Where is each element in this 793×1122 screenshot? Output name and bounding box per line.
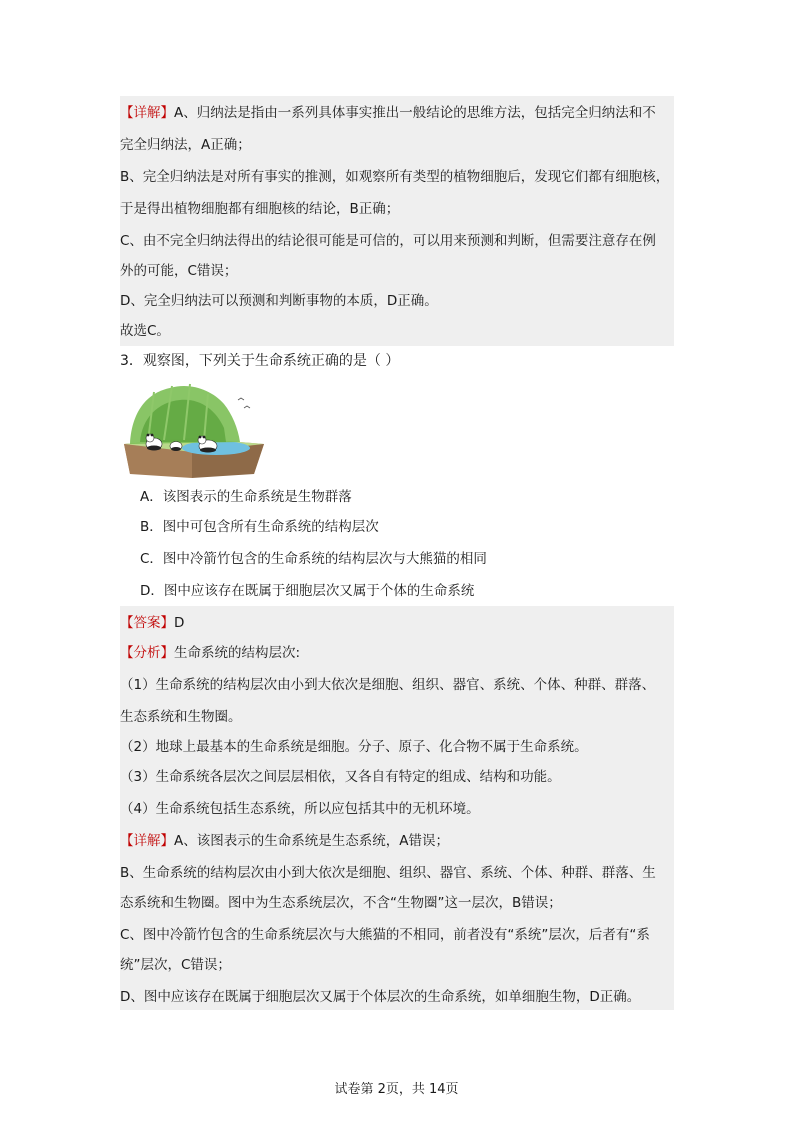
xiangjie-line-4: 于是得出植物细胞都有细胞核的结论，B正确； bbox=[120, 201, 400, 217]
analysis-tag: 【分析】 bbox=[120, 645, 174, 661]
analysis-line-3: （2）地球上最基本的生命系统是细胞。分子、原子、化合物不属于生命系统。 bbox=[120, 739, 588, 755]
xiangjie2-line-2: B、生命系统的结构层次由小到大依次是细胞、组织、器官、系统、个体、种群、群落、生 bbox=[120, 865, 656, 881]
xiangjie2-line-5: 统”层次，C错误； bbox=[120, 957, 231, 973]
xiangjie-line-5: C、由不完全归纳法得出的结论很可能是可信的，可以用来预测和判断，但需要注意存在例 bbox=[120, 233, 656, 249]
xiangjie2-line-3: 态系统和生物圈。图中为生态系统层次，不含“生物圈”这一层次，B错误； bbox=[120, 895, 562, 911]
question-stem: 3．观察图，下列关于生命系统正确的是（ ） bbox=[120, 353, 400, 369]
xiangjie-line-6: 外的可能，C错误； bbox=[120, 263, 238, 279]
xiangjie2-tag: 【详解】 bbox=[120, 833, 174, 849]
xiangjie2-line-6: D、图中应该存在既属于细胞层次又属于个体层次的生命系统，如单细胞生物，D正确。 bbox=[120, 989, 641, 1005]
option-c: C．图中冷箭竹包含的生命系统的结构层次与大熊猫的相同 bbox=[140, 551, 487, 567]
page-footer: 试卷第 2页，共 14页 bbox=[334, 1082, 459, 1097]
xiangjie-line-1 bbox=[120, 104, 680, 122]
option-d: D．图中应该存在既属于细胞层次又属于个体的生命系统 bbox=[140, 583, 475, 599]
analysis-line-2: 生态系统和生物圈。 bbox=[120, 709, 242, 725]
xiangjie-line-2: 完全归纳法，A正确； bbox=[120, 137, 251, 153]
analysis-line-1: （1）生命系统的结构层次由小到大依次是细胞、组织、器官、系统、个体、种群、群落、 bbox=[120, 677, 656, 693]
bamboo-panda-ecosystem-icon bbox=[120, 378, 265, 478]
option-a: A．该图表示的生命系统是生物群落 bbox=[140, 489, 352, 505]
analysis-line-4: （3）生命系统各层次之间层层相依，又各自有特定的组成、结构和功能。 bbox=[120, 769, 561, 785]
answer-value: D bbox=[174, 615, 185, 631]
xiangjie-line-7: D、完全归纳法可以预测和判断事物的本质，D正确。 bbox=[120, 293, 438, 309]
xiangjie-text: A、归纳法是指由一系列具体事实推出一般结论的思维方法，包括完全归纳法和不 bbox=[174, 105, 656, 121]
conclusion-line: 故选C。 bbox=[120, 323, 170, 339]
xiangjie2-line-4: C、图中冷箭竹包含的生命系统层次与大熊猫的不相同，前者没有“系统”层次，后者有“系 bbox=[120, 927, 650, 943]
analysis-line-5: （4）生命系统包括生态系统，所以应包括其中的无机环境。 bbox=[120, 801, 480, 817]
option-b: B．图中可包含所有生命系统的结构层次 bbox=[140, 519, 379, 535]
xiangjie-line-3: B、完全归纳法是对所有事实的推测，如观察所有类型的植物细胞后，发现它们都有细胞核， bbox=[120, 169, 670, 185]
xiangjie-tag: 【详解】 bbox=[120, 105, 174, 121]
answer-tag: 【答案】 bbox=[120, 615, 174, 631]
xiangjie2-line-1 bbox=[120, 832, 680, 850]
xiangjie2-first: A、该图表示的生命系统是生态系统，A错误； bbox=[174, 833, 449, 849]
analysis-title: 生命系统的结构层次: bbox=[174, 645, 301, 661]
analysis-title-line bbox=[120, 644, 680, 662]
answer-line bbox=[120, 614, 680, 632]
